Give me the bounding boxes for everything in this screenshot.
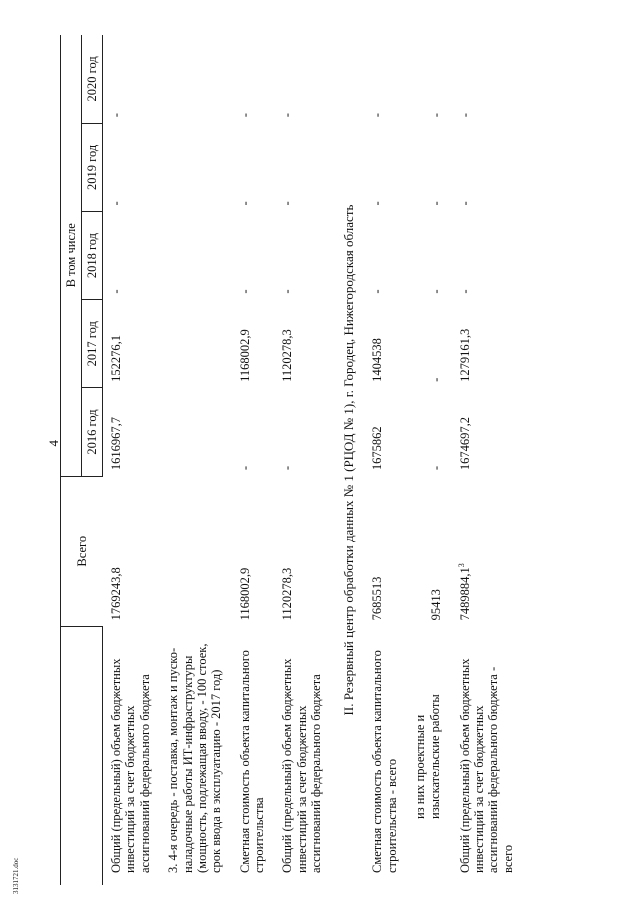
- row-2017: [160, 300, 232, 388]
- row-2018: -: [280, 289, 295, 294]
- header-total: Всего: [61, 476, 103, 626]
- row-total: [160, 476, 232, 626]
- row-2016: 1674697,2: [457, 416, 472, 471]
- row-2019: -: [370, 201, 385, 206]
- table-row: [364, 35, 407, 885]
- row-2019: -: [457, 201, 472, 206]
- table-row: [274, 35, 331, 885]
- table-row: [103, 35, 161, 885]
- row-2018: -: [429, 289, 444, 294]
- section-row: [332, 35, 365, 885]
- row-2017: 1279161,3: [457, 328, 472, 382]
- row-2017: 152276,1: [109, 334, 123, 382]
- table-header-row-1: [61, 35, 82, 885]
- header-name-blank: [61, 626, 103, 885]
- header-year-2019: 2019 год: [82, 123, 103, 211]
- row-name: Сметная стоимость объекта капитального строительства - всего: [370, 650, 399, 873]
- row-2017: -: [429, 377, 444, 382]
- investment-table: [60, 35, 523, 885]
- row-total: 7489884,1: [457, 567, 472, 621]
- table-row: [160, 35, 232, 885]
- row-2018: -: [370, 289, 385, 294]
- rotated-table-container: [60, 35, 605, 885]
- row-name: Общий (предельный) объем бюджетных инвестиций за счет бюджетных ассигнований федерального бюджета: [280, 658, 324, 873]
- header-year-2016: 2016 год: [82, 388, 103, 476]
- row-2020: -: [429, 113, 444, 118]
- row-total: 1769243,8: [108, 567, 123, 621]
- row-2020: -: [237, 113, 252, 118]
- row-name: Общий (предельный) объем бюджетных инвестиций за счет бюджетных ассигнований федерального бюджета: [109, 658, 152, 873]
- row-2016: -: [280, 465, 295, 471]
- row-2018: [160, 211, 232, 299]
- table-row: [232, 35, 275, 885]
- row-name: 3. 4-я очередь - поставка, монтаж и пуско-наладочные работы ИТ-инфраструктуры (мощность, подлежащая вводу, - 100 стоек, срок ввода в эксплуатацию - 2017 год): [166, 643, 224, 873]
- header-year-2017: 2017 год: [82, 300, 103, 388]
- row-2017: 1404538: [370, 338, 385, 382]
- row-2020: -: [109, 113, 123, 118]
- row-2016: -: [237, 465, 252, 471]
- row-name: Общий (предельный) объем бюджетных инвестиций за счет бюджетных ассигнований федерального бюджета - всего: [457, 658, 515, 873]
- row-2017: 1168002,9: [237, 329, 252, 382]
- row-2016: 1616967,7: [109, 416, 123, 471]
- row-2019: [160, 123, 232, 211]
- header-group: В том числе: [61, 35, 82, 476]
- row-2016: [160, 388, 232, 476]
- row-2018: -: [109, 289, 123, 294]
- row-total: 1168002,9: [237, 567, 252, 621]
- row-2016: -: [429, 465, 444, 471]
- row-2018: -: [457, 289, 472, 294]
- row-2019: -: [109, 201, 123, 206]
- row-name: из них проектные и изыскательские работы: [413, 694, 442, 819]
- row-total: 1120278,3: [280, 567, 295, 621]
- table-row: [407, 35, 451, 885]
- row-2020: -: [457, 113, 472, 118]
- row-total: 7685513: [370, 576, 385, 621]
- footnote-mark: 3: [456, 563, 466, 568]
- page-number: 4: [46, 440, 61, 447]
- row-2019: -: [237, 201, 252, 206]
- row-2019: -: [280, 201, 295, 206]
- row-2018: -: [237, 289, 252, 294]
- row-2016: 1675862: [370, 426, 385, 471]
- header-year-2020: 2020 год: [82, 35, 103, 123]
- row-2020: -: [280, 113, 295, 118]
- row-2020: [160, 35, 232, 123]
- row-2017: 1120278,3: [280, 329, 295, 382]
- footer-doc-code: 3131721.doc: [12, 857, 20, 894]
- header-year-2018: 2018 год: [82, 211, 103, 299]
- table-row: [452, 35, 524, 885]
- row-2019: -: [429, 201, 444, 206]
- row-total: 95413: [429, 589, 444, 621]
- row-total-cell: [452, 476, 524, 626]
- row-2020: -: [370, 113, 385, 118]
- section-title: II. Резервный центр обработки данных № 1 (РЦОД № 1), г. Городец, Нижегородская область: [340, 204, 356, 716]
- row-name: Сметная стоимость объекта капитального строительства: [237, 650, 266, 873]
